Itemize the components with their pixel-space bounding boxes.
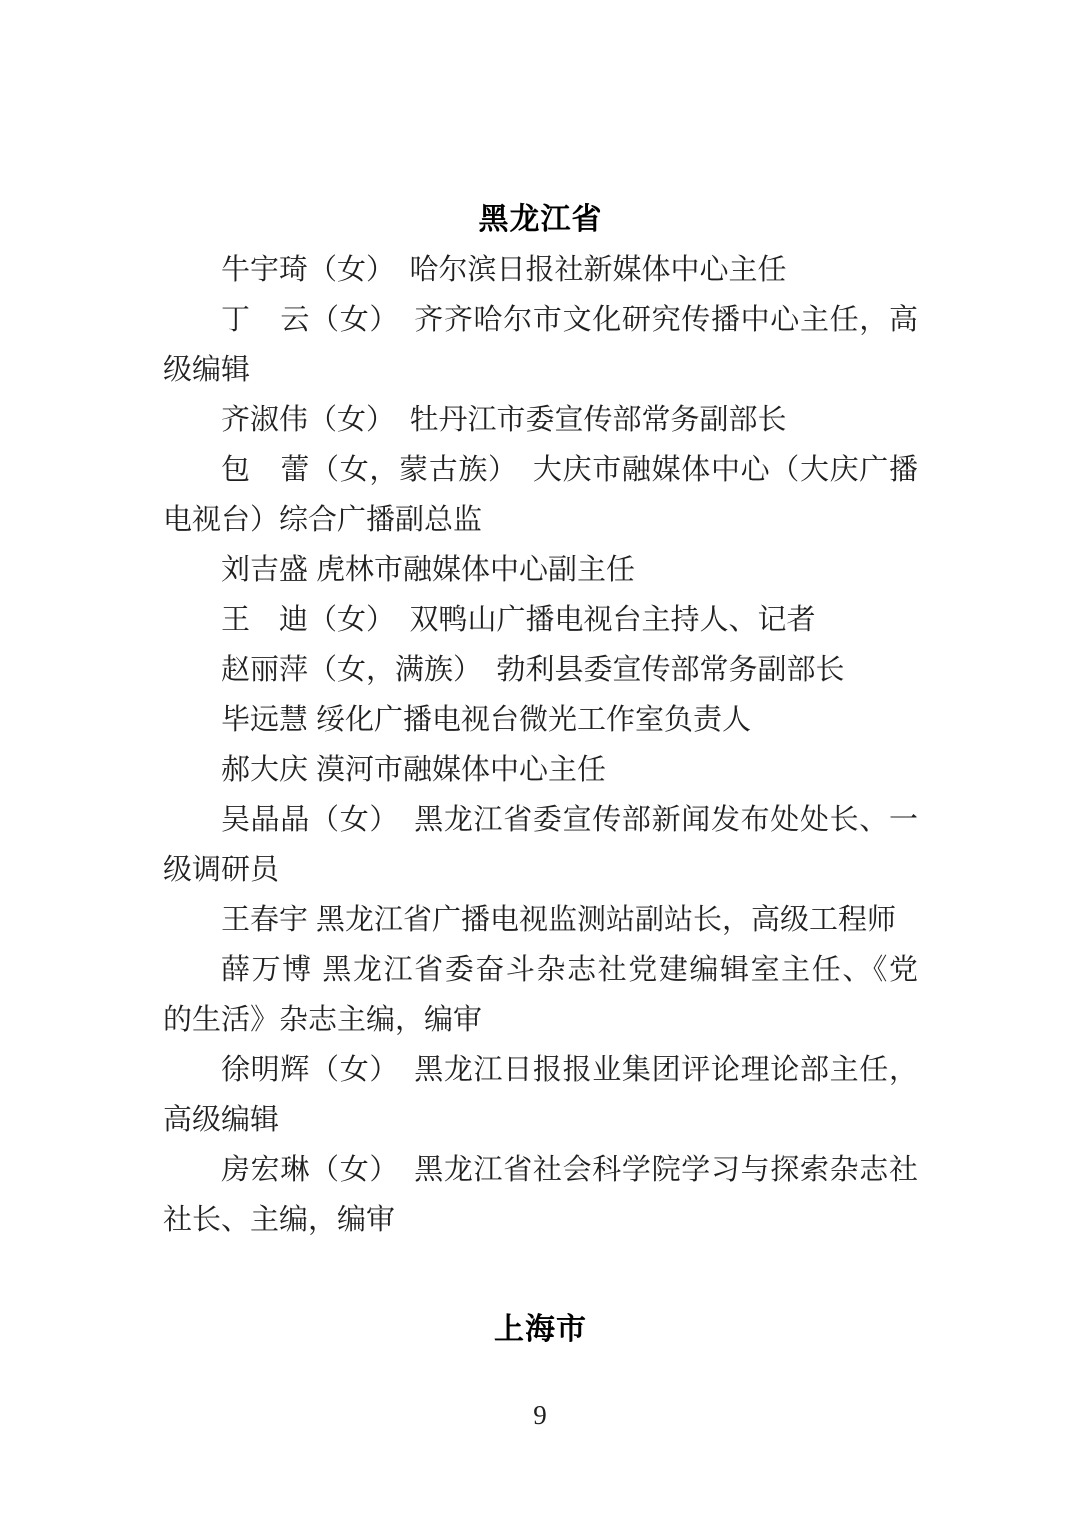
roster-entry xyxy=(163,445,918,545)
roster-entry xyxy=(163,1045,918,1145)
roster-line: 丁 云（女） 齐齐哈尔市文化研究传播中心主任，高 xyxy=(221,304,918,336)
roster-line: 房宏琳（女） 黑龙江省社会科学院学习与探索杂志社 xyxy=(221,1154,918,1186)
roster-entry xyxy=(163,595,918,645)
section-title: 黑龙江省 xyxy=(478,203,603,236)
roster-entry xyxy=(163,645,918,695)
roster-line: 级调研员 xyxy=(163,854,280,886)
roster-entry xyxy=(163,295,918,395)
roster-entry xyxy=(163,745,918,795)
roster-entry xyxy=(163,245,918,295)
roster-line: 高级编辑 xyxy=(163,1104,280,1136)
roster-line: 赵丽萍（女，满族） 勃利县委宣传部常务副部长 xyxy=(221,654,845,686)
roster-line: 王春宇 黑龙江省广播电视监测站副站长，高级工程师 xyxy=(221,904,897,936)
roster-line: 包 蕾（女，蒙古族） 大庆市融媒体中心（大庆广播 xyxy=(221,454,918,486)
roster-line: 薛万博 黑龙江省委奋斗杂志社党建编辑室主任、《党 xyxy=(221,954,918,986)
roster-line: 牛宇琦（女） 哈尔滨日报社新媒体中心主任 xyxy=(221,254,787,286)
roster-entry xyxy=(163,695,918,745)
roster-entry xyxy=(163,395,918,445)
roster-line: 徐明辉（女） 黑龙江日报报业集团评论理论部主任， xyxy=(221,1054,918,1086)
province-section xyxy=(163,195,918,1245)
roster-entry xyxy=(163,895,918,945)
page-number: 9 xyxy=(533,1400,547,1430)
roster-line: 齐淑伟（女） 牡丹江市委宣传部常务副部长 xyxy=(221,404,787,436)
province-section xyxy=(163,1305,918,1355)
roster-line: 郝大庆 漠河市融媒体中心主任 xyxy=(221,754,607,786)
section-title: 上海市 xyxy=(494,1313,587,1346)
roster-line: 电视台）综合广播副总监 xyxy=(163,504,483,536)
roster-line: 的生活》杂志主编，编审 xyxy=(163,1004,483,1036)
roster-line: 社长、主编，编审 xyxy=(163,1204,396,1236)
roster-line: 刘吉盛 虎林市融媒体中心副主任 xyxy=(221,554,636,586)
roster-entry xyxy=(163,795,918,895)
roster-entry xyxy=(163,945,918,1045)
roster-entry xyxy=(163,545,918,595)
roster-entry xyxy=(163,1145,918,1245)
roster-line: 级编辑 xyxy=(163,354,251,386)
roster-line: 吴晶晶（女） 黑龙江省委宣传部新闻发布处处长、一 xyxy=(221,804,918,836)
roster-line: 王 迪（女） 双鸭山广播电视台主持人、记者 xyxy=(221,604,816,636)
roster-line: 毕远慧 绥化广播电视台微光工作室负责人 xyxy=(221,704,752,736)
